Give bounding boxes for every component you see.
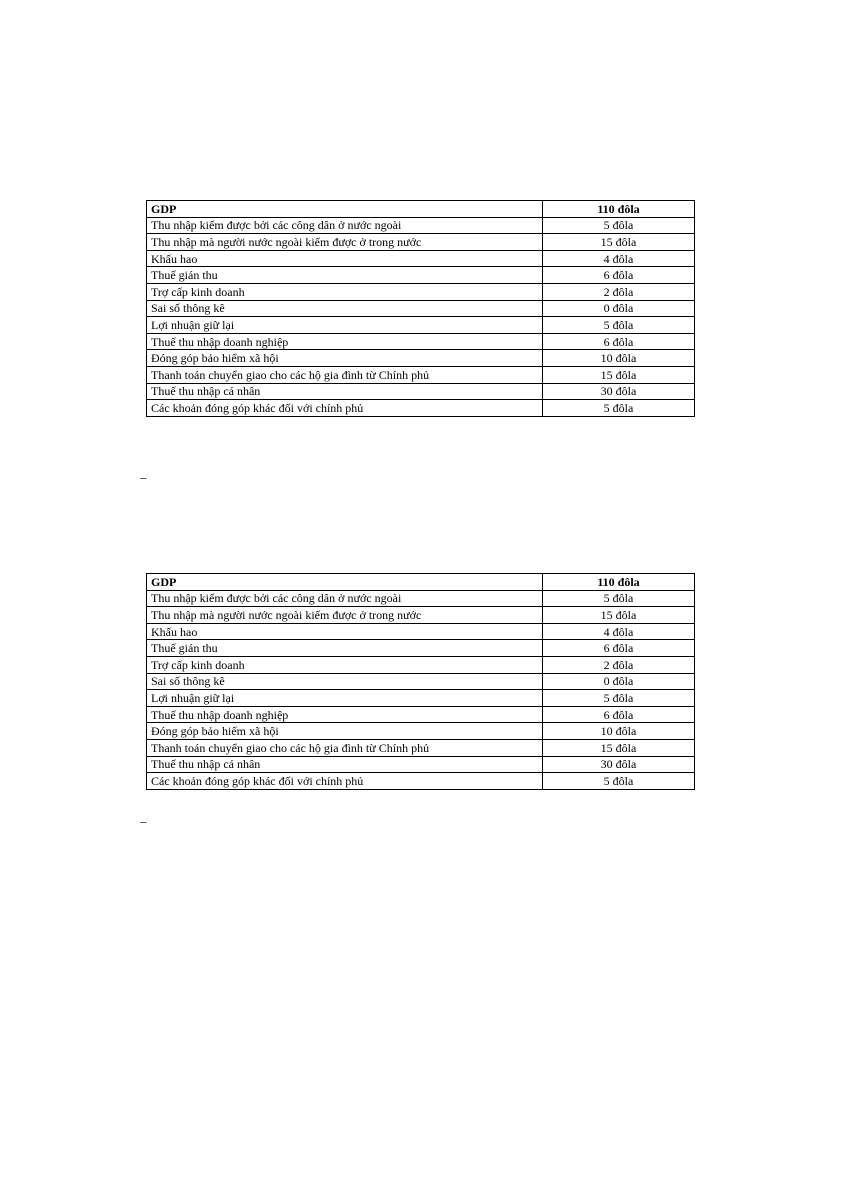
row-value: 6 đôla xyxy=(543,706,695,723)
row-value: 2 đôla xyxy=(543,283,695,300)
row-label: Thuế gián thu xyxy=(147,267,543,284)
table-row xyxy=(147,756,695,773)
row-label: Thanh toán chuyển giao cho các hộ gia đình từ Chính phủ xyxy=(147,366,543,383)
table-row xyxy=(147,723,695,740)
row-label: Lợi nhuận giữ lại xyxy=(147,317,543,334)
row-label: Thanh toán chuyển giao cho các hộ gia đình từ Chính phủ xyxy=(147,739,543,756)
row-label: Lợi nhuận giữ lại xyxy=(147,690,543,707)
row-value: 5 đôla xyxy=(543,690,695,707)
row-label: Khấu hao xyxy=(147,623,543,640)
row-label: Đóng góp bảo hiểm xã hội xyxy=(147,723,543,740)
row-label: Trợ cấp kinh doanh xyxy=(147,656,543,673)
table-row xyxy=(147,656,695,673)
table-row xyxy=(147,283,695,300)
row-label: Khấu hao xyxy=(147,250,543,267)
row-label: Sai số thông kê xyxy=(147,673,543,690)
table-row xyxy=(147,300,695,317)
row-value: 15 đôla xyxy=(543,739,695,756)
row-value: 15 đôla xyxy=(543,607,695,624)
header-label: GDP xyxy=(147,574,543,591)
table-header-row xyxy=(147,201,695,218)
row-value: 6 đôla xyxy=(543,333,695,350)
row-label: Thuế gián thu xyxy=(147,640,543,657)
table-row xyxy=(147,623,695,640)
row-value: 5 đôla xyxy=(543,590,695,607)
row-value: 6 đôla xyxy=(543,640,695,657)
row-value: 5 đôla xyxy=(543,400,695,417)
table-row xyxy=(147,739,695,756)
gdp-table-1 xyxy=(146,200,695,417)
row-label: Thu nhập kiếm được bởi các công dân ở nước ngoài xyxy=(147,590,543,607)
row-label: Thuế thu nhập cá nhân xyxy=(147,756,543,773)
row-value: 5 đôla xyxy=(543,217,695,234)
table-row xyxy=(147,400,695,417)
gdp-table-2 xyxy=(146,573,695,790)
row-label: Thuế thu nhập doanh nghiệp xyxy=(147,333,543,350)
table-row xyxy=(147,317,695,334)
table-row xyxy=(147,267,695,284)
table-row xyxy=(147,234,695,251)
table-row xyxy=(147,217,695,234)
row-value: 30 đôla xyxy=(543,756,695,773)
row-value: 0 đôla xyxy=(543,673,695,690)
row-value: 5 đôla xyxy=(543,773,695,790)
table-row xyxy=(147,690,695,707)
row-label: Thuế thu nhập cá nhân xyxy=(147,383,543,400)
row-value: 10 đôla xyxy=(543,723,695,740)
row-value: 2 đôla xyxy=(543,656,695,673)
header-label: GDP xyxy=(147,201,543,218)
row-value: 15 đôla xyxy=(543,234,695,251)
underscore-marker: _ xyxy=(140,465,147,480)
row-value: 4 đôla xyxy=(543,623,695,640)
table-row xyxy=(147,706,695,723)
table-row xyxy=(147,383,695,400)
row-label: Thu nhập mà người nước ngoài kiếm được ở trong nước xyxy=(147,607,543,624)
table-header-row xyxy=(147,574,695,591)
header-value: 110 đôla xyxy=(543,574,695,591)
row-value: 4 đôla xyxy=(543,250,695,267)
table-row xyxy=(147,250,695,267)
table-row xyxy=(147,590,695,607)
row-label: Sai số thông kê xyxy=(147,300,543,317)
table-row xyxy=(147,773,695,790)
row-value: 30 đôla xyxy=(543,383,695,400)
underscore-marker: _ xyxy=(140,809,147,824)
table-row xyxy=(147,640,695,657)
header-value: 110 đôla xyxy=(543,201,695,218)
row-value: 0 đôla xyxy=(543,300,695,317)
table-row xyxy=(147,366,695,383)
table-row xyxy=(147,350,695,367)
table-row xyxy=(147,673,695,690)
row-value: 5 đôla xyxy=(543,317,695,334)
row-label: Thu nhập mà người nước ngoài kiếm được ở trong nước xyxy=(147,234,543,251)
row-label: Các khoản đóng góp khác đối với chính phủ xyxy=(147,400,543,417)
row-value: 6 đôla xyxy=(543,267,695,284)
row-label: Các khoản đóng góp khác đối với chính phủ xyxy=(147,773,543,790)
row-label: Đóng góp bảo hiểm xã hội xyxy=(147,350,543,367)
row-label: Trợ cấp kinh doanh xyxy=(147,283,543,300)
table-row xyxy=(147,607,695,624)
table-row xyxy=(147,333,695,350)
row-label: Thuế thu nhập doanh nghiệp xyxy=(147,706,543,723)
row-value: 10 đôla xyxy=(543,350,695,367)
row-value: 15 đôla xyxy=(543,366,695,383)
row-label: Thu nhập kiếm được bởi các công dân ở nước ngoài xyxy=(147,217,543,234)
